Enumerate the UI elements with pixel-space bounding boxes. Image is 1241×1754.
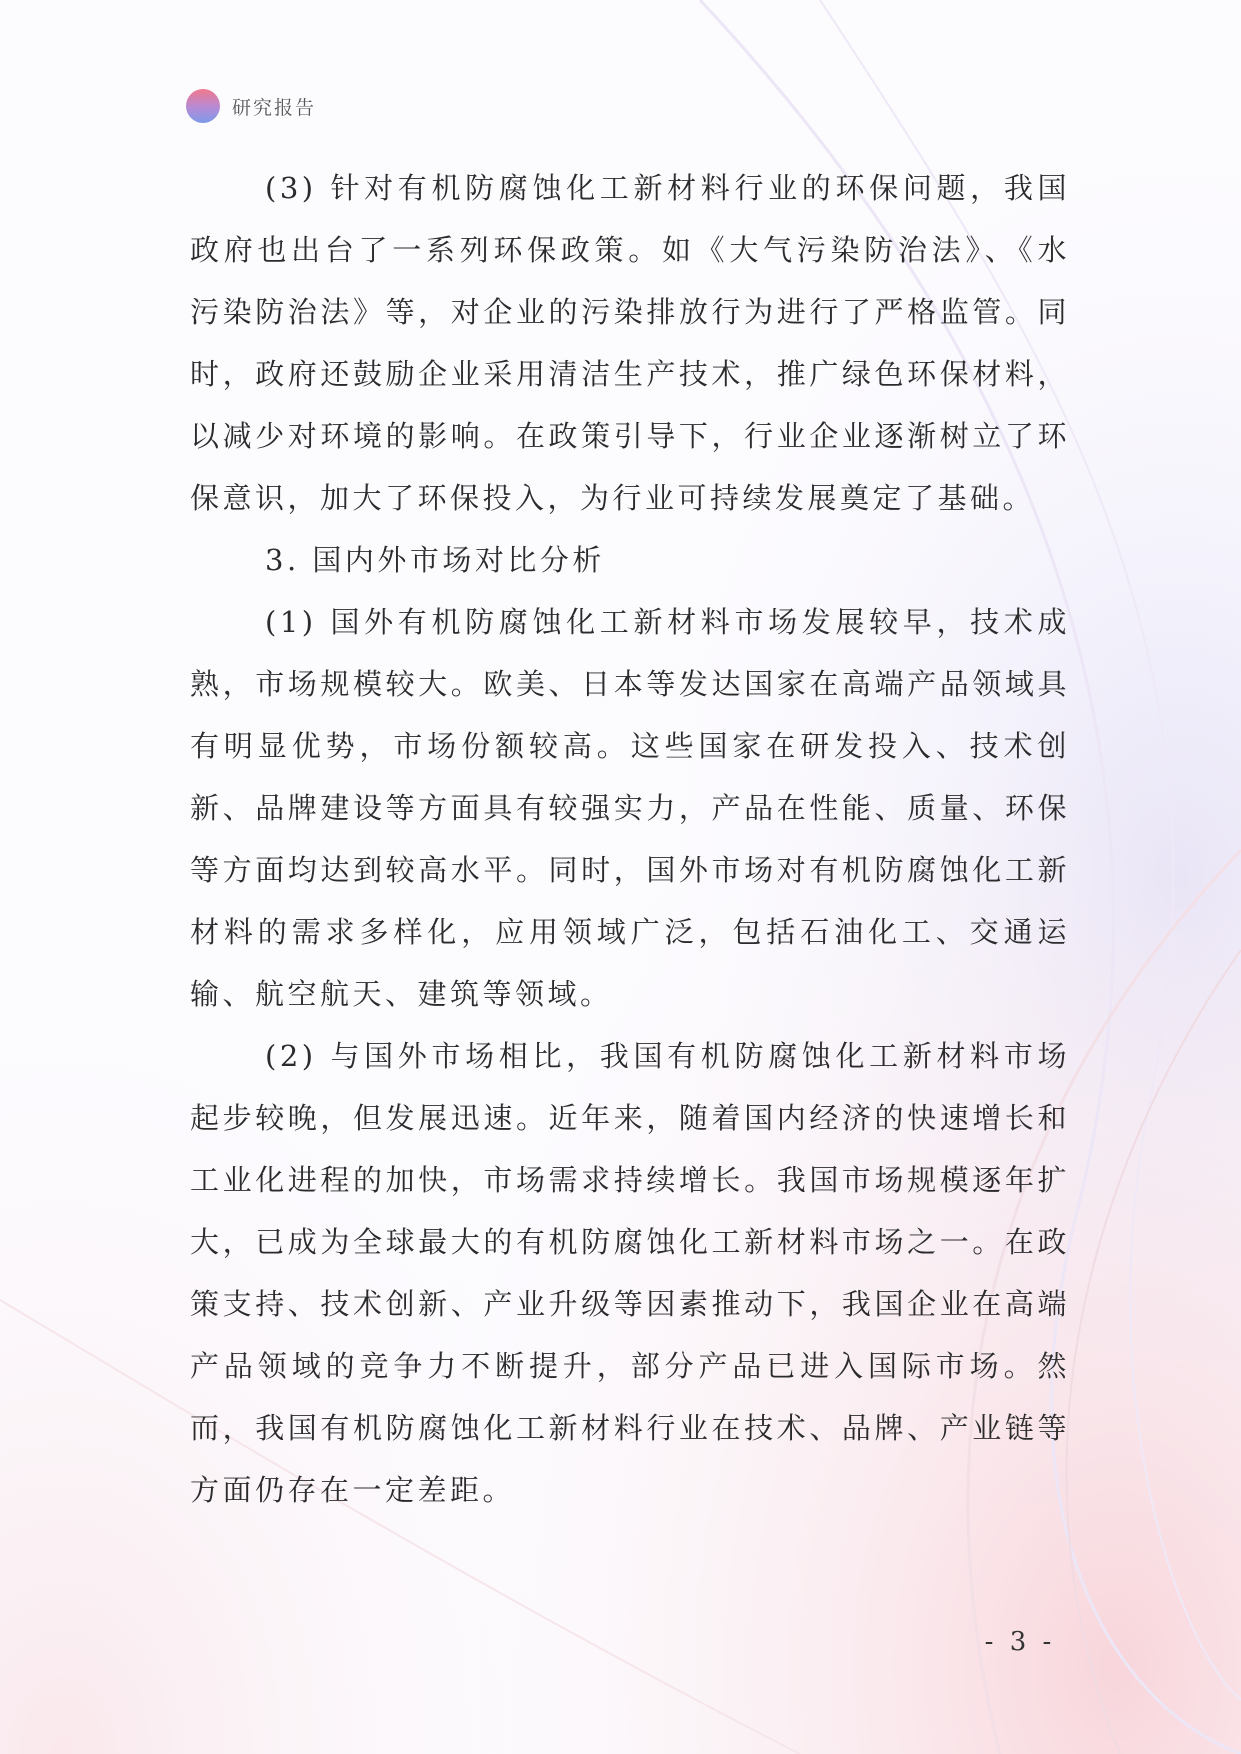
section-heading: 3. 国内外市场对比分析 (265, 543, 605, 577)
paragraph-foreign-market: (1) 国外有机防腐蚀化工新材料市场发展较早，技术成熟，市场规模较大。欧美、日本等发达国家在高端产品领域具有明显优势，市场份额较高。这些国家在研发投入、技术创新、品牌建设等方面具有较强实力，产品在性能、质量、环保等方面均达到较高水平。同时，国外市场对有机防腐蚀化工新材料的需求多样化，应用领域广泛，包括石油化工、交通运输、航空航天、建筑等领域。 (190, 605, 1070, 1011)
page-header (186, 88, 316, 124)
document-body (190, 157, 1070, 1521)
paragraph-domestic-market: (2) 与国外市场相比，我国有机防腐蚀化工新材料市场起步较晚，但发展迅速。近年来，随着国内经济的快速增长和工业化进程的加快，市场需求持续增长。我国市场规模逐年扩大，已成为全球最大的有机防腐蚀化工新材料市场之一。在政策支持、技术创新、产业升级等因素推动下，我国企业在高端产品领域的竞争力不断提升，部分产品已进入国际市场。然而，我国有机防腐蚀化工新材料行业在技术、品牌、产业链等方面仍存在一定差距。 (190, 1039, 1070, 1507)
page-number: - 3 - (984, 1627, 1056, 1657)
report-logo-icon (186, 89, 220, 123)
header-title: 研究报告 (232, 96, 317, 119)
paragraph-policy: (3) 针对有机防腐蚀化工新材料行业的环保问题，我国政府也出台了一系列环保政策。如《大气污染防治法》、《水污染防治法》等，对企业的污染排放行为进行了严格监管。同时，政府还鼓励企业采用清洁生产技术，推广绿色环保材料，以减少对环境的影响。在政策引导下，行业企业逐渐树立了环保意识，加大了环保投入，为行业可持续发展奠定了基础。 (190, 171, 1070, 515)
